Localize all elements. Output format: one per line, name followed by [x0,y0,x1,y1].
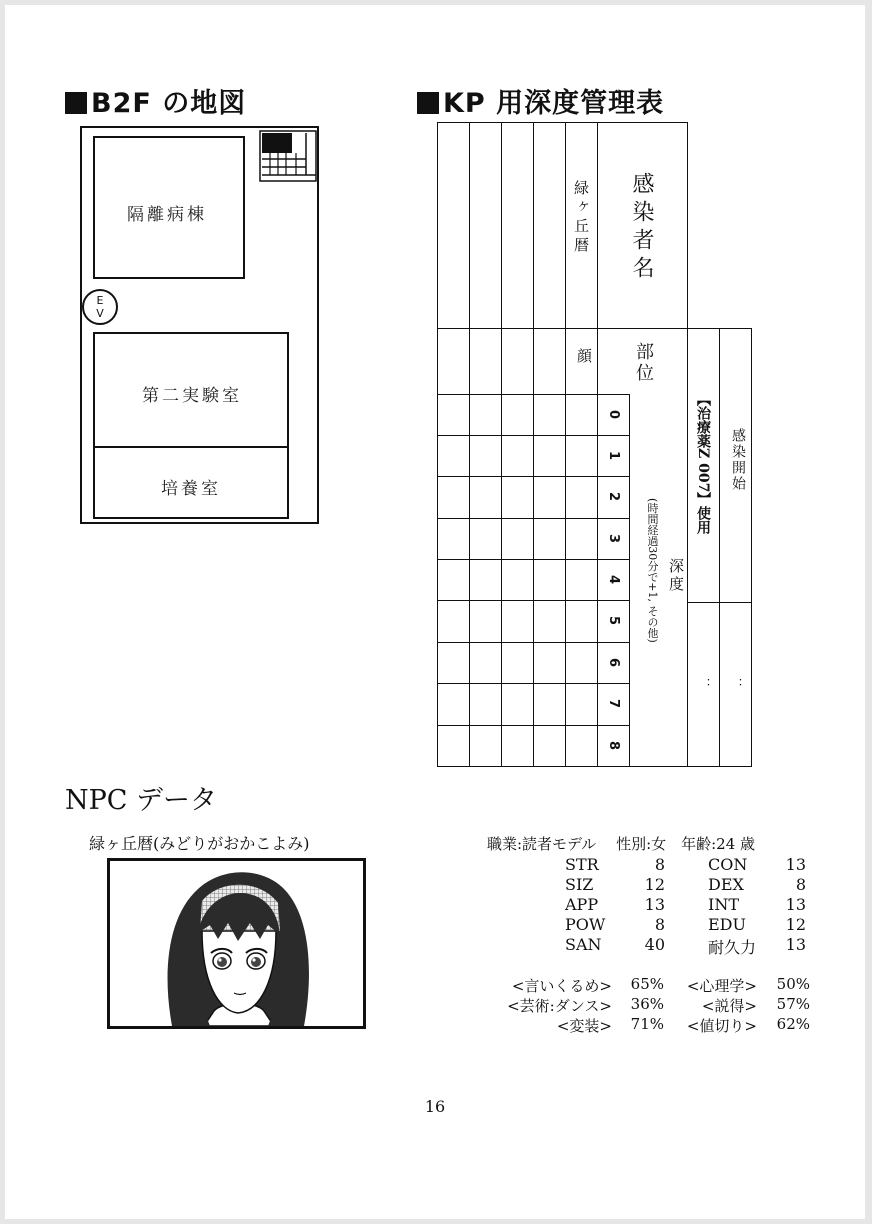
skill-value: 71% [630,1015,664,1033]
stat-value-str: 8 [654,855,665,874]
depth-level-1: 1 [606,450,622,461]
skill-value: 65% [630,975,664,993]
skill-value: 36% [630,995,664,1013]
npc-portrait [107,858,366,1029]
npc-name: 緑ヶ丘暦(みどりがおかこよみ) [89,834,310,853]
page-number: 16 [424,1097,446,1116]
depth-level-5: 5 [606,615,622,626]
infection-start-header: 感染開始 [730,428,746,492]
skill-value: 57% [776,995,810,1013]
depth-level-0: 0 [606,409,622,420]
depth-level-6: 6 [606,657,622,668]
room-label-culture: 培養室 [161,479,221,499]
npc-skills [475,975,810,1040]
stat-label-int: INT [708,895,739,914]
stairs-icon [256,129,318,186]
stat-value-edu: 12 [785,915,806,934]
skill-value: 62% [776,1015,810,1033]
depth-level-4: 4 [606,574,622,585]
stat-value-dex: 8 [795,875,806,894]
depth-note: (時間経過30分で+1, その他) [646,498,659,643]
skill-name: <言いくるめ> [511,977,612,995]
npc-stats [565,855,810,960]
stat-value-int: 13 [785,895,806,914]
depth-level-8: 8 [606,740,622,751]
stat-value-con: 13 [785,855,806,874]
kp-table-heading: KP 用深度管理表 [417,81,664,120]
npc-part-cell: 顔 [575,348,593,363]
infection-start-colon: ： [730,678,744,690]
skill-value: 50% [776,975,810,993]
stat-label-dex: DEX [708,875,744,894]
infected-name-header: 感染者名 [629,172,654,284]
cure-header: 【治療薬Z 007】使用 [695,392,711,535]
stat-label-str: STR [565,855,599,874]
skill-name: <芸術:ダンス> [507,997,612,1015]
npc-name-cell: 緑ヶ丘暦 [572,180,590,256]
depth-level-7: 7 [606,698,622,709]
room-label-second-lab: 第二実験室 [142,386,242,406]
elevator-icon: E V [82,289,118,325]
cure-colon: ： [698,678,712,690]
stat-label-pow: POW [565,915,606,934]
stat-value-app: 13 [644,895,665,914]
depth-table [437,122,753,769]
square-bullet-icon [65,92,87,114]
depth-level-3: 3 [606,533,622,544]
npc-section-title: NPC データ [65,785,218,816]
depth-header: 深度 [667,558,685,594]
skill-name: <心理学> [686,977,757,995]
npc-profile: 職業:読者モデル 性別:女 年齢:24 歳 [487,835,756,853]
stat-value-hp: 13 [785,935,806,954]
skill-name: <変装> [556,1017,612,1035]
room-label-isolation-ward: 隔離病棟 [127,205,207,225]
part-header: 部位 [633,342,654,384]
stat-label-app: APP [565,895,599,914]
stat-label-siz: SIZ [565,875,594,894]
depth-level-2: 2 [606,491,622,502]
square-bullet-icon [417,92,439,114]
skill-name: <説得> [701,997,757,1015]
stat-value-siz: 12 [644,875,665,894]
stat-value-pow: 8 [654,915,665,934]
skill-name: <値切り> [686,1017,757,1035]
portrait-illustration [110,861,363,1026]
stat-label-edu: EDU [708,915,746,934]
page [5,5,865,1219]
stat-label-hp: 耐久力 [708,938,757,957]
stat-value-san: 40 [644,935,665,954]
stat-label-san: SAN [565,935,602,954]
stat-label-con: CON [708,855,748,874]
map-heading: B2F の地図 [65,81,246,120]
